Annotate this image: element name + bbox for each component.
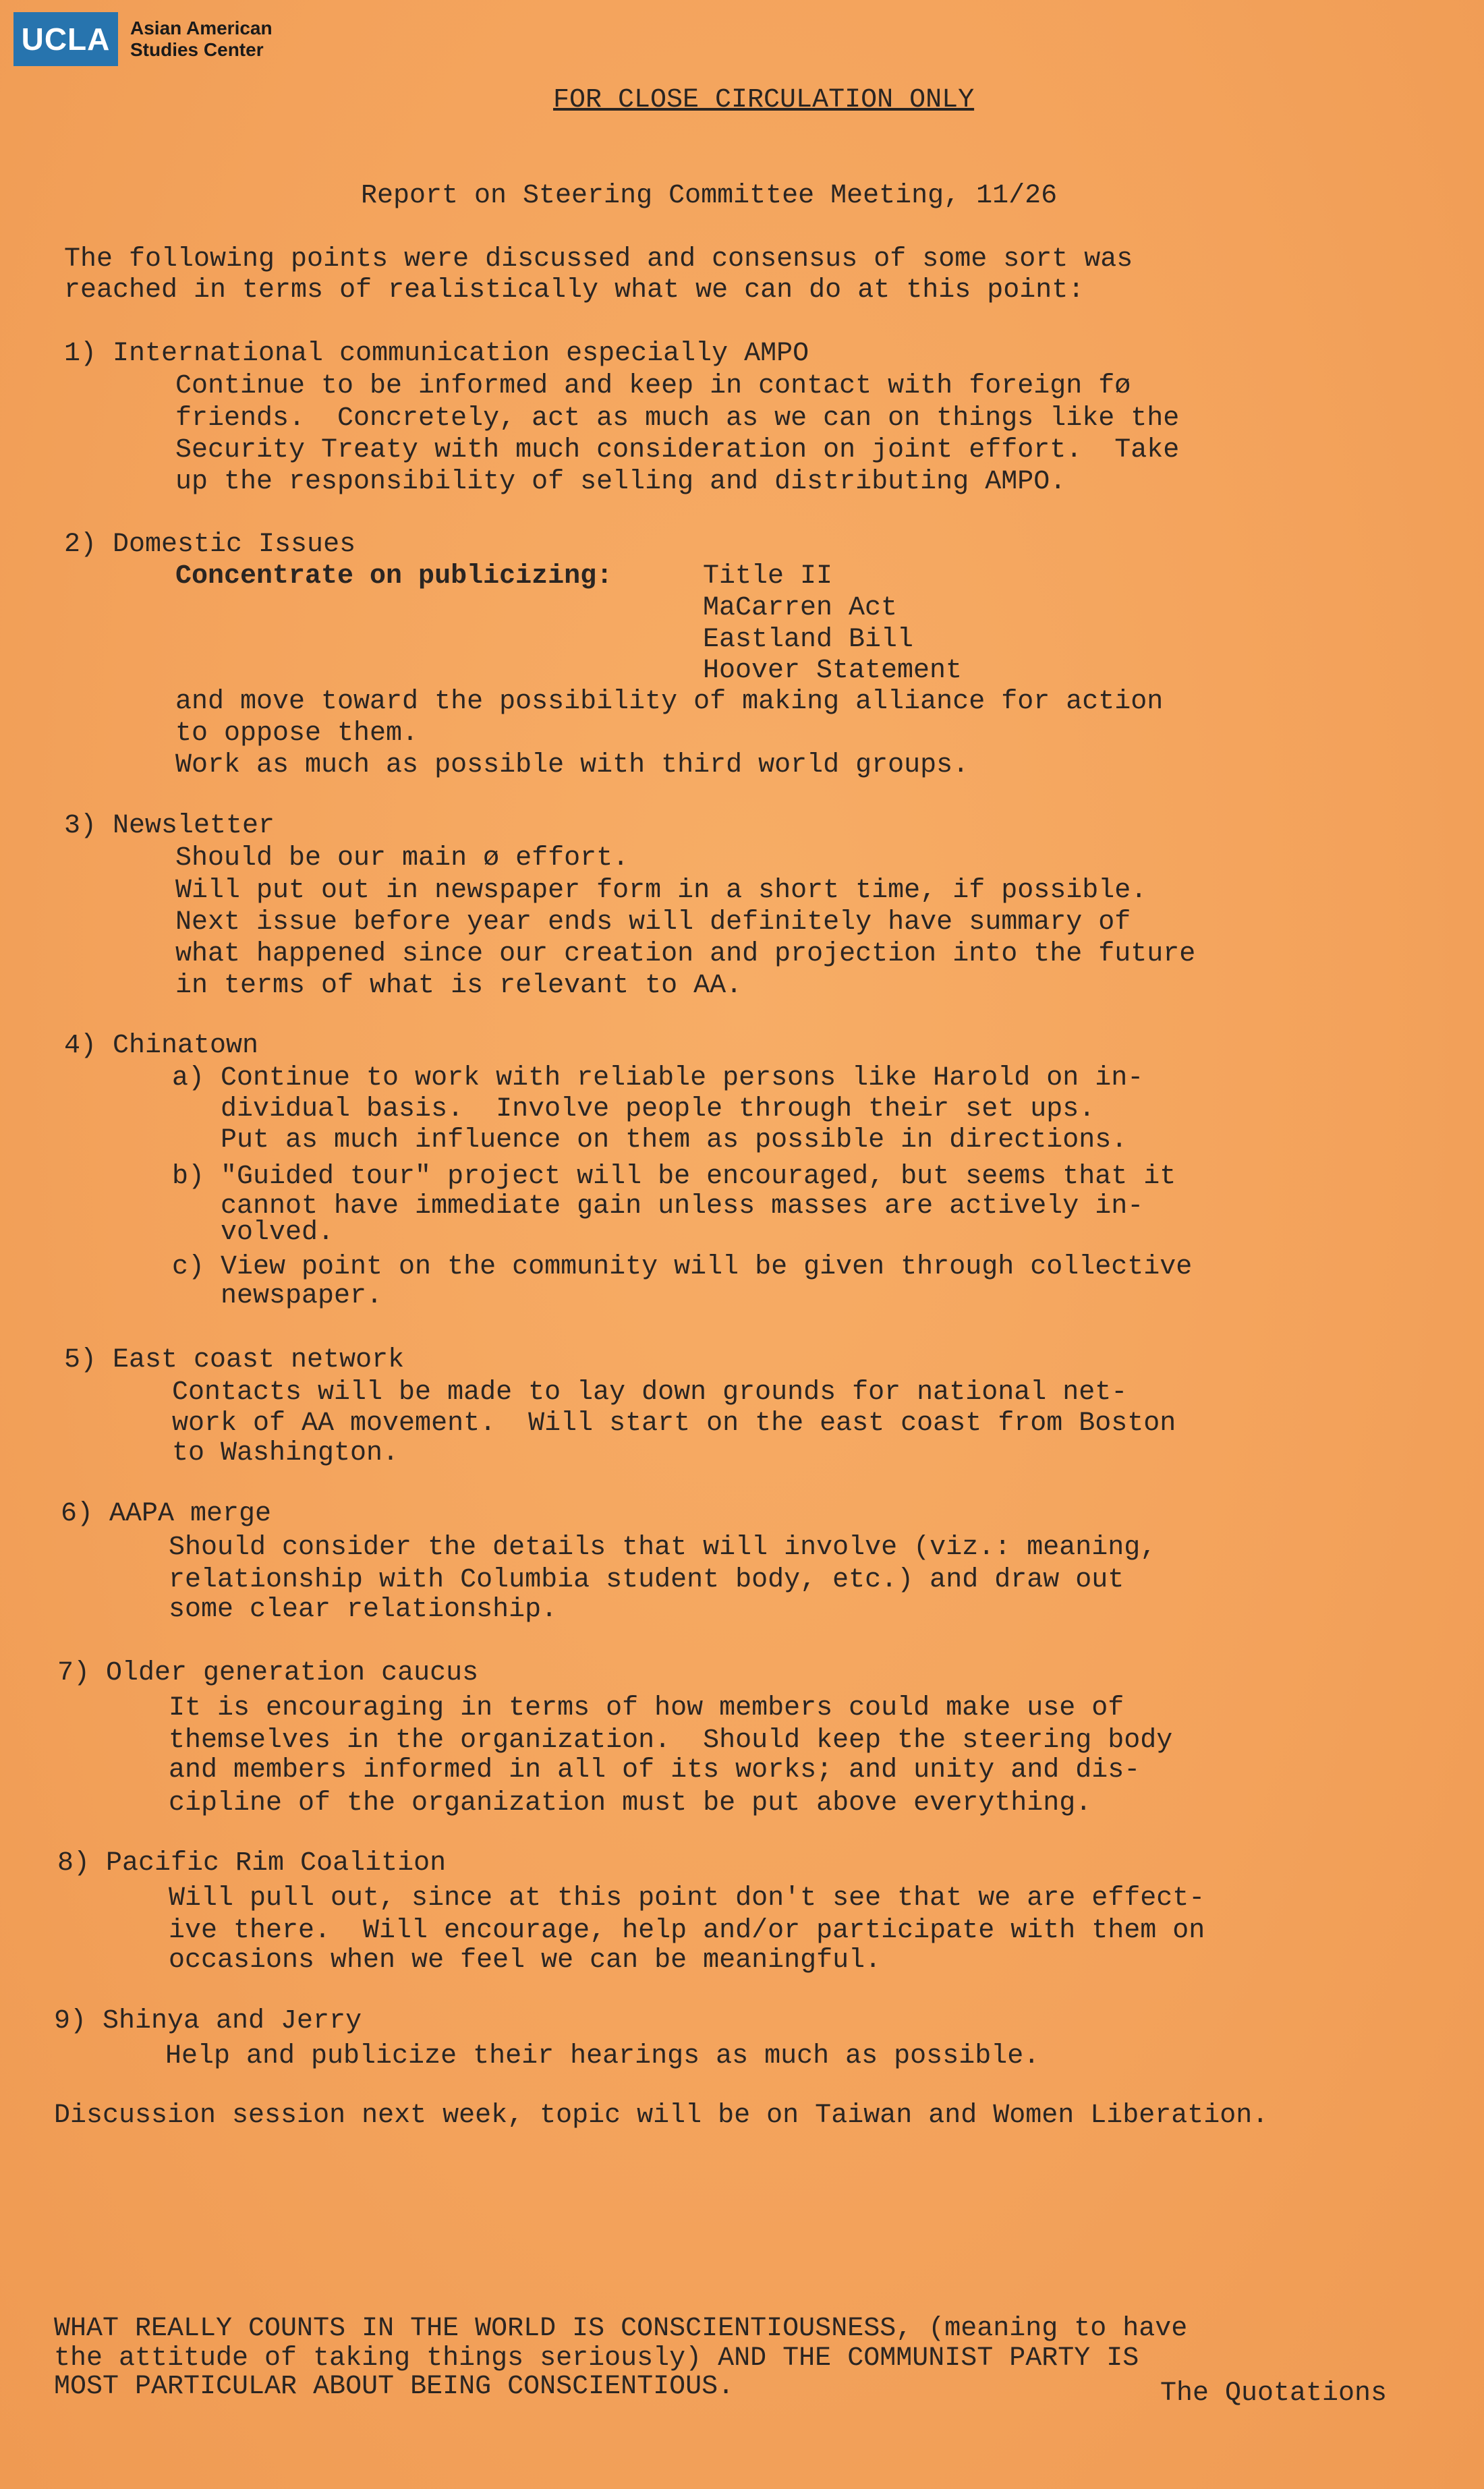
item-heading: 3) Newsletter <box>64 811 275 841</box>
item-heading: 5) East coast network <box>64 1345 405 1375</box>
item-line: relationship with Columbia student body, etc.) and draw out <box>169 1565 1124 1595</box>
item-line: what happened since our creation and projection into the future <box>175 939 1196 969</box>
item-line: cipline of the organization must be put above everything. <box>169 1788 1092 1819</box>
intro-line: reached in terms of realistically what we can do at this point: <box>64 275 1085 306</box>
item-line: up the responsibility of selling and distributing AMPO. <box>175 467 1066 497</box>
quote-line: the attitude of taking things seriously) AND THE COMMUNIST PARTY IS <box>54 2343 1139 2374</box>
item-heading: 6) AAPA merge <box>61 1499 272 1529</box>
item-line: Will pull out, since at this point don't see that we are effect- <box>169 1883 1205 1914</box>
issue-item: Title II <box>703 561 833 592</box>
issue-item: Hoover Statement <box>703 656 963 686</box>
item-line: Put as much influence on them as possible in directions. <box>172 1125 1128 1155</box>
item-line: ive there. Will encourage, help and/or participate with them on <box>169 1916 1205 1946</box>
item-line: themselves in the organization. Should keep the steering body <box>169 1725 1173 1756</box>
item-line: occasions when we feel we can be meaningful. <box>169 1945 882 1976</box>
item-heading: 1) International communication especially AMPO <box>64 339 809 369</box>
quote-source: The Quotations <box>1160 2378 1388 2409</box>
item-line: Contacts will be made to lay down grounds for national net- <box>172 1377 1128 1408</box>
item-line: to Washington. <box>172 1438 399 1468</box>
item-line: some clear relationship. <box>169 1595 558 1625</box>
item-line: Security Treaty with much consideration on joint effort. Take <box>175 435 1180 465</box>
item-line: Help and publicize their hearings as much as possible. <box>165 2041 1040 2071</box>
item-heading: 2) Domestic Issues <box>64 530 356 560</box>
logo-text <box>130 18 273 61</box>
intro-line: The following points were discussed and consensus of some sort was <box>64 244 1133 275</box>
item-line: Next issue before year ends will definitely have summary of <box>175 907 1131 938</box>
item-line: Will put out in newspaper form in a short time, if possible. <box>175 876 1147 906</box>
circulation-notice: FOR CLOSE CIRCULATION ONLY <box>553 85 975 115</box>
logo-line-1: Asian American <box>130 18 273 38</box>
item-line: in terms of what is relevant to AA. <box>175 971 743 1001</box>
item-line: It is encouraging in terms of how members could make use of <box>169 1693 1124 1723</box>
item-line: work of AA movement. Will start on the east coast from Boston <box>172 1408 1176 1439</box>
item-line: Should be our main ø effort. <box>175 843 629 874</box>
item-heading: 4) Chinatown <box>64 1031 259 1061</box>
quote-line: MOST PARTICULAR ABOUT BEING CONSCIENTIOUS. <box>54 2372 735 2402</box>
item-line: newspaper. <box>172 1281 383 1311</box>
item-line: friends. Concretely, act as much as we can on things like the <box>175 403 1180 434</box>
item-line: to oppose them. <box>175 718 419 749</box>
item-heading: 9) Shinya and Jerry <box>54 2006 362 2036</box>
item-line: b) "Guided tour" project will be encouraged, but seems that it <box>172 1162 1176 1192</box>
item-line: c) View point on the community will be given through collective <box>172 1252 1193 1282</box>
logo-line-2: Studies Center <box>130 39 264 60</box>
item-line: cannot have immediate gain unless masses are actively in- <box>172 1191 1144 1222</box>
logo-mark: UCLA <box>13 12 118 66</box>
document-title: Report on Steering Committee Meeting, 11/26 <box>361 181 1058 211</box>
closing-note: Discussion session next week, topic will be on Taiwan and Women Liberation. <box>54 2100 1269 2131</box>
item-line: Continue to be informed and keep in contact with foreign fø <box>175 371 1131 401</box>
item-line: dividual basis. Involve people through their set ups. <box>172 1094 1095 1124</box>
item-heading: 8) Pacific Rim Coalition <box>57 1848 447 1879</box>
item-line: Should consider the details that will involve (viz.: meaning, <box>169 1533 1157 1563</box>
issue-item: MaCarren Act <box>703 593 898 623</box>
item-line: a) Continue to work with reliable persons like Harold on in- <box>172 1063 1144 1093</box>
item-line: and members informed in all of its works; and unity and dis- <box>169 1755 1141 1785</box>
item-line: and move toward the possibility of making alliance for action <box>175 687 1164 717</box>
ucla-logo <box>13 12 273 66</box>
item-lead: Concentrate on publicizing: <box>175 561 613 592</box>
item-line: Work as much as possible with third world groups. <box>175 750 969 780</box>
item-line: volved. <box>172 1218 335 1248</box>
item-heading: 7) Older generation caucus <box>57 1658 479 1688</box>
issue-item: Eastland Bill <box>703 625 914 655</box>
quote-line: WHAT REALLY COUNTS IN THE WORLD IS CONSCIENTIOUSNESS, (meaning to have <box>54 2314 1188 2344</box>
